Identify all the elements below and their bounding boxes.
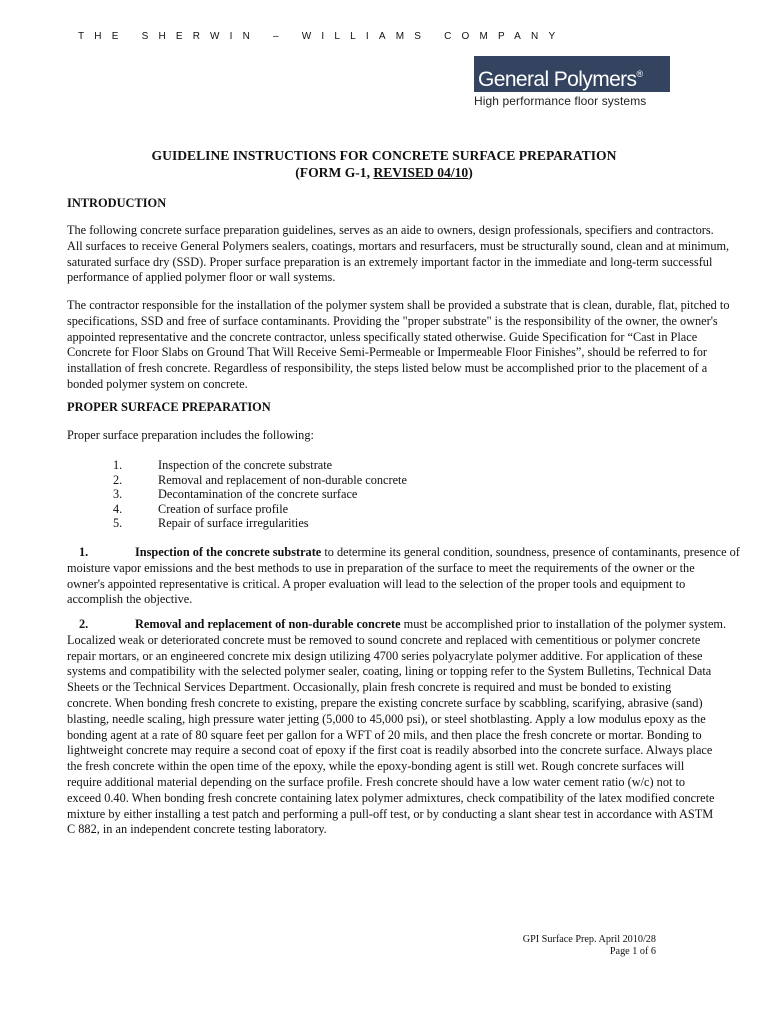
text-line: The following concrete surface preparation guidelines, serves as an aide to owners, design professionals, specifiers and contractors. (67, 223, 714, 237)
list-number: 3. (113, 487, 123, 502)
text-line: blasting, needle scaling, high pressure water jetting (5,000 to 45,000 psi), or steel shotblasting. Apply a low modulus epoxy as the (67, 711, 706, 726)
section-title: Inspection of the concrete substrate (135, 545, 322, 559)
text-line: The contractor responsible for the installation of the polymer system shall be provided a substrate that is clean, durable, flat, pitched to (67, 298, 730, 312)
list-text: Repair of surface irregularities (158, 516, 309, 531)
list-number: 4. (113, 501, 123, 516)
list-text: Decontamination of the concrete surface (158, 487, 358, 502)
section-number: 2. (79, 617, 89, 631)
text-line: moisture vapor emissions and the best methods to use in preparation of the surface to meet the requirements of the owner or the (67, 560, 695, 575)
preparation-steps-list (113, 458, 407, 531)
text-line: Concrete for Floor Slabs on Ground That Will Receive Semi-Permeable or Impermeable Floor Finishes”, should be referred to for (67, 345, 708, 360)
list-item (113, 458, 407, 473)
text-line: concrete. When bonding fresh concrete to existing, prepare the existing concrete surface by scabbling, scarifying, abrasive (sand) (67, 695, 703, 710)
text-line (67, 617, 727, 633)
text-line: lightweight concrete may require a second coat of epoxy if the first coat is readily absorbed into the concrete surface. Always place (67, 743, 713, 758)
text-line: specifications, SSD and free of surface contaminants. Providing the "proper substrate" is the responsibility of the owner, the owner's (67, 313, 718, 328)
proper-surface-intro (67, 428, 717, 444)
logo-box (474, 56, 670, 92)
text-line: the fresh concrete within the open time of the epoxy, while the epoxy-bonding agent is still wet. Rough concrete surfaces will (67, 759, 685, 774)
company-line: THE SHERWIN – WILLIAMS COMPANY (78, 31, 566, 42)
section-text: must be accomplished prior to installation of the polymer system. (400, 617, 727, 631)
footer-page-number: Page 1 of 6 (609, 946, 656, 957)
list-number: 5. (113, 516, 123, 531)
list-number: 2. (113, 472, 123, 487)
section-2-removal (67, 617, 727, 838)
list-item (113, 473, 407, 488)
list-item (113, 487, 407, 502)
general-polymers-logo (474, 56, 670, 108)
text-line: mixture by either installing a test patch and performing a pull-off test, or by conducting a slant shear test in accordance with ASTM (67, 806, 714, 821)
text-line: bonded polymer system on concrete. (67, 376, 248, 391)
registered-mark: ® (636, 69, 644, 79)
section-title: Removal and replacement of non-durable concrete (135, 617, 401, 631)
document-title: GUIDELINE INSTRUCTIONS FOR CONCRETE SURFACE PREPARATION (151, 148, 617, 163)
introduction-heading: INTRODUCTION (67, 196, 167, 210)
text-line: Proper surface preparation includes the following: (67, 428, 314, 442)
section-1-inspection (67, 545, 740, 608)
text-line: exceed 0.40. When bonding fresh concrete containing latex polymer admixtures, check compatibility of the latex modified concrete (67, 790, 715, 805)
text-line: performance of applied polymer floor or wall systems. (67, 270, 336, 285)
text-line: bonding agent at a rate of 80 square feet per gallon for a WFT of 20 mils, and then place the fresh concrete or mortar. Bonding to (67, 727, 702, 742)
text-line: accomplish the objective. (67, 592, 193, 607)
text-line: require additional material depending on the surface profile. Fresh concrete should have a low water cement ratio (w/c) not to (67, 774, 686, 789)
text-line: C 882, in an independent concrete testing laboratory. (67, 822, 327, 837)
revision-label: REVISED 04/10 (373, 165, 469, 180)
footer-doc-ref: GPI Surface Prep. April 2010/28 (522, 934, 656, 945)
list-item (113, 502, 407, 517)
intro-paragraph-2 (67, 298, 730, 393)
text-line: installation of fresh concrete. Regardless of responsibility, the steps listed below must be accomplished prior to the placement of a (67, 361, 708, 376)
list-text: Inspection of the concrete substrate (158, 458, 333, 472)
proper-surface-heading: PROPER SURFACE PREPARATION (67, 400, 271, 414)
section-number: 1. (79, 545, 89, 559)
logo-name: General Polymers (478, 68, 637, 91)
text-line: Sheets or the Technical Services Department. Occasionally, plain fresh concrete is required and must be bonded to existing (67, 680, 672, 695)
text-line: owner's appointed representative is critical. A proper evaluation will lead to the selection of the proper tools and equipment to (67, 576, 686, 591)
list-text: Removal and replacement of non-durable concrete (158, 472, 407, 487)
text-line: Localized weak or deteriorated concrete must be removed to sound concrete and replaced with cementitious or polymer concrete (67, 632, 701, 647)
text-line (67, 545, 740, 561)
text-line: repair mortars, or an engineered concrete mix design utilizing 4700 series polyacrylate polymer additive. For application of these (67, 648, 703, 663)
list-text: Creation of surface profile (158, 501, 289, 516)
intro-paragraph-1 (67, 223, 730, 286)
section-text: to determine its general condition, soundness, presence of contaminants, presence of (321, 545, 740, 559)
text-line: systems and compatibility with the selected polymer sealer, coating, lining or topping refer to the System Bulletins, Technical Data (67, 664, 712, 679)
logo-tagline: High performance floor systems (474, 94, 647, 108)
subtitle-suffix: ) (468, 165, 473, 180)
text-line: saturated surface dry (SSD). Proper surface preparation is an extremely important factor in the immediate and long-term successful (67, 254, 713, 269)
subtitle-prefix: (FORM G-1, (295, 165, 374, 180)
text-line: appointed representative and the concrete contractor, unless specifically stated otherwise. Guide Specification for “Cast in Place (67, 329, 698, 344)
document-subtitle (0, 165, 768, 181)
list-number: 1. (113, 458, 123, 472)
list-item (113, 516, 407, 531)
text-line: All surfaces to receive General Polymers sealers, coatings, mortars and resurfacers, must be structurally sound, clean and at minimum, (67, 238, 730, 253)
